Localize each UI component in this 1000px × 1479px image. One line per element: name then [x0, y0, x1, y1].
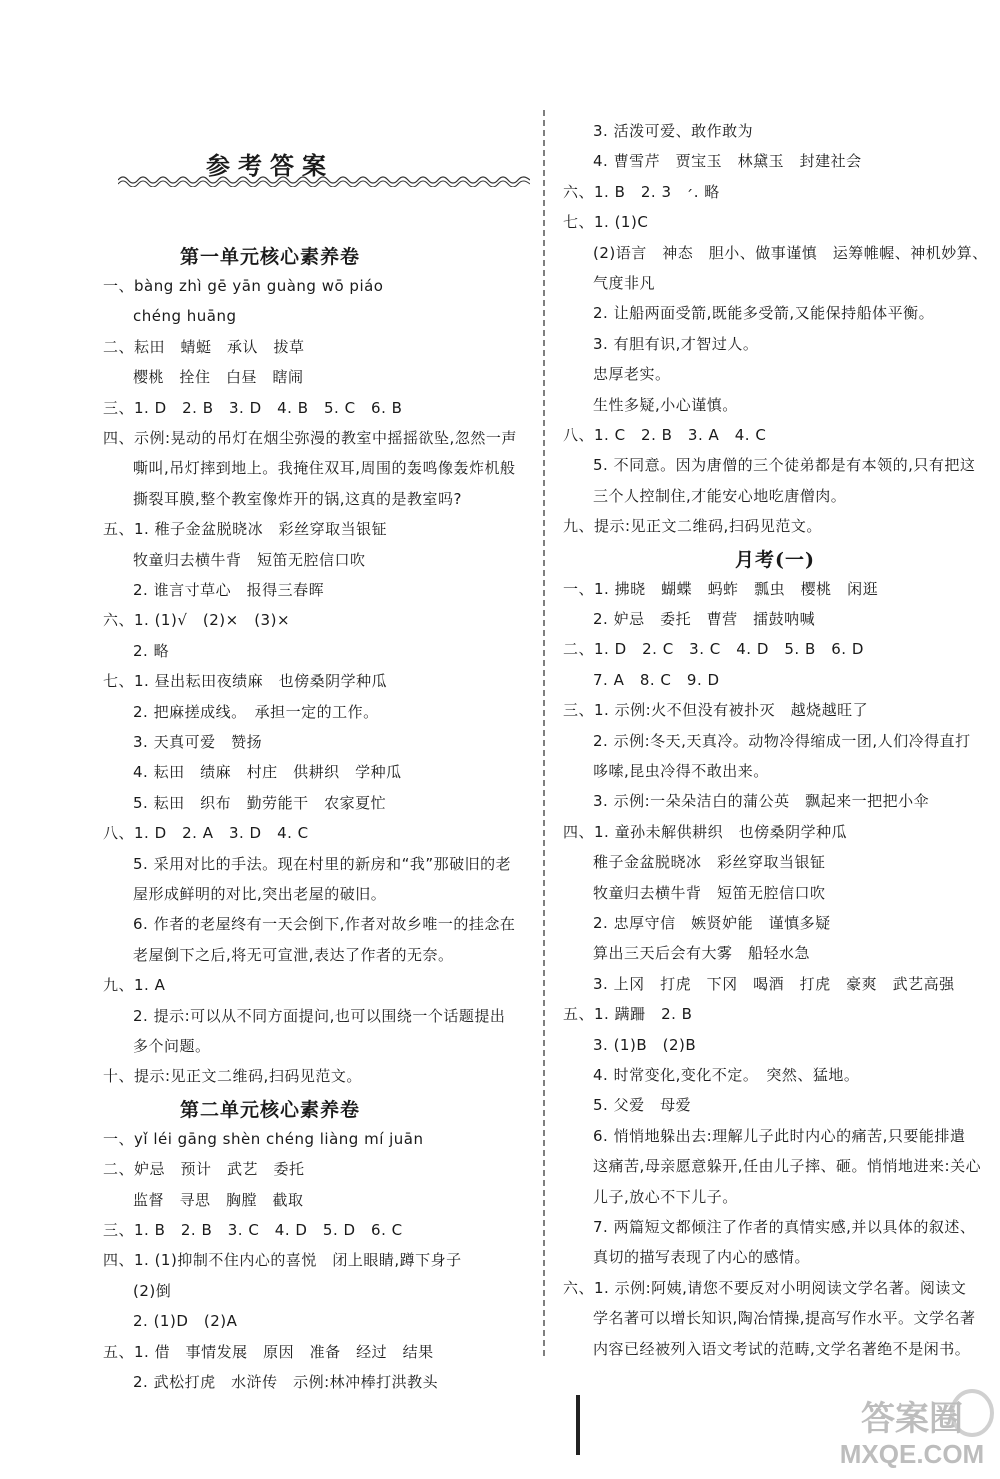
answer-line: 八、1. C 2. B 3. A 4. C — [563, 426, 767, 444]
answer-line: 2. 让船两面受箭,既能多受箭,又能保持船体平衡。 — [593, 304, 935, 323]
answer-line: 老屋倒下之后,将无可宣泄,表达了作者的无奈。 — [133, 945, 454, 964]
watermark-logo — [826, 1383, 998, 1475]
answer-line: 生性多疑,小心谨慎。 — [593, 395, 738, 414]
answer-line: chéng huāng — [133, 307, 237, 326]
section-heading: 第一单元核心素养卷 — [179, 246, 360, 268]
answer-line: 二、妒忌 预计 武艺 委托 — [103, 1160, 305, 1179]
answer-line: 2. 谁言寸草心 报得三春晖 — [133, 581, 325, 599]
answer-line: 一、bàng zhì gē yān guàng wō piáo — [103, 277, 384, 295]
answer-line: 一、1. 拂晓 蝴蝶 蚂蚱 瓢虫 樱桃 闲逛 — [563, 579, 879, 598]
answer-line: 4. 曹雪芹 贾宝玉 林黛玉 封建社会 — [593, 152, 862, 171]
answer-line: 五、1. 蹒跚 2. B — [563, 1005, 693, 1024]
answer-line: 六、1. B 2. ׳ 3. 略 — [563, 182, 720, 201]
answer-line: 3. (1)B (2)B — [593, 1035, 697, 1054]
answer-line: 4. 时常变化,变化不定。 突然、猛地。 — [593, 1066, 860, 1084]
answer-line: 7. A 8. C 9. D — [593, 670, 720, 689]
answer-line: 这痛苦,母亲愿意躲开,任由儿子摔、砸。悄悄地进来:关心 — [593, 1157, 982, 1176]
answer-line: 2. (1)D (2)A — [133, 1312, 238, 1331]
answer-line: 内容已经被列入语文考试的范畴,文学名著绝不是闲书。 — [593, 1339, 971, 1358]
answer-line: 忠厚老实。 — [593, 365, 671, 384]
answer-line: 九、提示:见正文二维码,扫码见范文。 — [563, 517, 822, 536]
answer-line: 二、1. D 2. C 3. C 4. D 5. B 6. D — [563, 640, 864, 659]
answer-line: 屋形成鲜明的对比,突出老屋的破旧。 — [133, 885, 387, 903]
answer-line: 学名著可以增长知识,陶冶情操,提高写作水平。文学名著 — [593, 1309, 976, 1328]
answer-line: 哆嗦,昆虫冷得不敢出来。 — [593, 762, 769, 780]
answer-line: 2. 武松打虎 水浒传 示例:林冲棒打洪教头 — [133, 1373, 439, 1391]
answer-line: 2. 把麻搓成线。 承担一定的工作。 — [133, 702, 379, 721]
answer-line: 2. 示例:冬天,天真冷。动物冷得缩成一团,人们冷得直打 — [593, 731, 971, 750]
answer-line: 3. 天真可爱 赞扬 — [133, 733, 263, 751]
answer-line: (2)语言 神态 胆小、做事谨慎 运筹帷幄、神机妙算、 — [593, 243, 988, 262]
answer-line: 六、1. 示例:阿姨,请您不要反对小明阅读文学名著。阅读文 — [563, 1278, 967, 1297]
answer-line: 稚子金盆脱晓冰 彩丝穿取当银钲 — [593, 853, 826, 872]
answer-line: 气度非凡 — [593, 274, 656, 292]
answer-line: 5. 父爱 母爱 — [593, 1096, 692, 1115]
answer-line: 三个人控制住,才能安心地吃唐僧肉。 — [593, 486, 847, 505]
answer-line: 5. 采用对比的手法。现在村里的新房和“我”那破旧的老 — [133, 854, 512, 873]
page-title: 参考答案 — [206, 151, 334, 180]
answer-line: 七、1. (1)C — [563, 213, 649, 232]
printed-mark — [576, 1395, 580, 1455]
section-heading: 第二单元核心素养卷 — [179, 1098, 360, 1121]
answer-line: 6. 悄悄地躲出去:理解儿子此时内心的痛苦,只要能排遣 — [593, 1126, 966, 1145]
answer-line: 2. 提示:可以从不同方面提问,也可以围绕一个话题提出 — [133, 1006, 506, 1025]
answer-line: 五、1. 借 事情发展 原因 准备 经过 结果 — [103, 1342, 434, 1361]
answer-line: 一、yǐ léi gāng shèn chéng liàng mí juān — [103, 1129, 424, 1148]
answer-line: 多个问题。 — [133, 1037, 211, 1055]
answer-line: 2. 略 — [133, 641, 170, 660]
answer-line: 四、1. 童孙未解供耕织 也傍桑阴学种瓜 — [563, 822, 848, 841]
answer-line: 三、1. B 2. B 3. C 4. D 5. D 6. C — [103, 1221, 403, 1239]
answer-line: 7. 两篇短文都倾注了作者的真情实感,并以具体的叙述、 — [593, 1218, 976, 1236]
answer-line: 监督 寻思 胸膛 截取 — [133, 1190, 304, 1209]
answer-line: 七、1. 昼出耘田夜绩麻 也傍桑阴学种瓜 — [103, 672, 388, 691]
answer-line: 九、1. A — [103, 976, 166, 995]
answer-line: 四、1. (1)抑制不住内心的喜悦 闭上眼睛,蹲下身子 — [103, 1251, 462, 1270]
answer-line: 6. 作者的老屋终有一天会倒下,作者对故乡唯一的挂念在 — [133, 915, 516, 934]
answer-line: 三、1. D 2. B 3. D 4. B 5. C 6. B — [103, 398, 403, 417]
answer-line: (2)倒 — [133, 1281, 172, 1300]
answer-line: 4. 耘田 绩麻 村庄 供耕织 学种瓜 — [133, 763, 402, 782]
answer-line: 牧童归去横牛背 短笛无腔信口吹 — [133, 550, 366, 569]
answer-line: 八、1. D 2. A 3. D 4. C — [103, 824, 309, 843]
answer-line: 5. 不同意。因为唐僧的三个徒弟都是有本领的,只有把这 — [593, 456, 976, 475]
answer-line: 樱桃 拴住 白昼 瞎闹 — [133, 368, 304, 387]
answer-line: 真切的描写表现了内心的感情。 — [593, 1248, 811, 1267]
answer-line: 5. 耘田 织布 勤劳能干 农家夏忙 — [133, 793, 387, 812]
column-separator — [543, 110, 545, 1360]
answer-line: 2. 忠厚守信 嫉贤妒能 谨慎多疑 — [593, 914, 831, 932]
watermark-line-2: MXQE.COM — [839, 1439, 985, 1469]
answer-line: 3. 示例:一朵朵洁白的蒲公英 飘起来一把把小伞 — [593, 792, 930, 811]
watermark-line-1: 答案圈 — [861, 1400, 963, 1438]
answer-line: 六、1. (1)√ (2)× (3)× — [103, 611, 291, 630]
answer-line: 牧童归去横牛背 短笛无腔信口吹 — [593, 883, 826, 902]
answer-line: 3. 有胆有识,才智过人。 — [593, 334, 759, 353]
answer-line: 算出三天后会有大雾 船轻水急 — [593, 944, 811, 963]
answer-line: 3. 活泼可爱、敢作敢为 — [593, 122, 754, 140]
answer-line: 五、1. 稚子金盆脱晓冰 彩丝穿取当银钲 — [103, 520, 388, 539]
answer-line: 四、示例:晃动的吊灯在烟尘弥漫的教室中摇摇欲坠,忽然一声 — [103, 429, 517, 447]
answer-line: 撕裂耳膜,整个教室像炸开的锅,这真的是教室吗? — [133, 489, 462, 508]
section-heading: 月考(一) — [735, 548, 815, 571]
title-divider — [118, 173, 530, 187]
answer-line: 三、1. 示例:火不但没有被扑灭 越烧越旺了 — [563, 701, 869, 720]
answer-line: 儿子,放心不下儿子。 — [593, 1187, 738, 1206]
answer-line: 3. 上冈 打虎 下冈 喝酒 打虎 豪爽 武艺高强 — [593, 974, 955, 993]
answer-line: 嘶叫,吊灯摔到地上。我掩住双耳,周围的轰鸣像轰炸机般 — [133, 459, 516, 478]
answer-line: 二、耘田 蜻蜓 承认 拔草 — [103, 337, 305, 356]
answer-line: 2. 妒忌 委托 曹营 擂鼓呐喊 — [593, 610, 816, 628]
answer-line: 十、提示:见正文二维码,扫码见范文。 — [103, 1067, 362, 1086]
